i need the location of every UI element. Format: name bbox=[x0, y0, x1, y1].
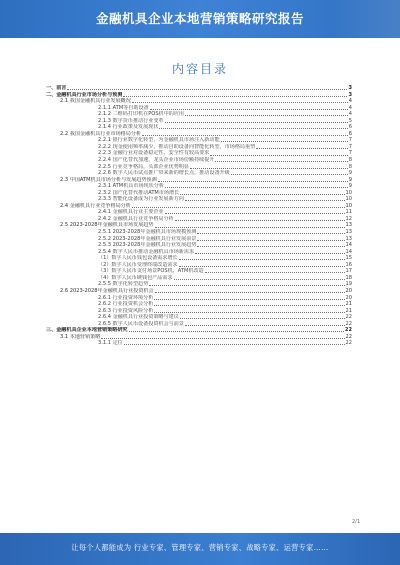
toc-entry-page: 11 bbox=[345, 209, 352, 216]
toc-entry-text: 2.1.4 行业政策及发展现状 bbox=[98, 124, 159, 131]
toc-entry-page: 20 bbox=[345, 294, 352, 301]
toc-entry-text: 2.2.5 行业竞争格局，头部企业优势明显 bbox=[98, 163, 189, 170]
toc-leader-dots bbox=[174, 279, 345, 280]
toc-entry-page: 3 bbox=[348, 91, 352, 98]
toc-entry-page: 10 bbox=[345, 196, 352, 203]
toc-entry-text: （2）数字人民币受理终端改造需求 bbox=[98, 261, 178, 268]
toc-leader-dots bbox=[124, 344, 345, 345]
toc-leader-dots bbox=[256, 148, 348, 149]
toc-entry-text: （3）数字人民币支付场景POS机、ATM机改造 bbox=[98, 268, 204, 275]
toc-entry-text: （4）数字人民币硬钱包产品需求 bbox=[98, 274, 173, 281]
toc-entry-page: 17 bbox=[345, 268, 352, 275]
toc-entry-text: 2.2.6 数字人民币试点推广带来新的增长点，推动设备升级 bbox=[98, 170, 230, 177]
toc-entry-text: 2.5.2 2023-2028年金融机具行业发展前景 bbox=[98, 235, 197, 242]
toc-entry-text: 2.5.4 数字人民币推动金融机具市场新需求 bbox=[98, 248, 195, 255]
toc-entry-page: 13 bbox=[345, 222, 352, 229]
toc-leader-dots bbox=[67, 89, 347, 90]
toc-entry-page: 22 bbox=[345, 340, 352, 347]
toc-entry-page: 10 bbox=[345, 202, 352, 209]
toc-entry-page: 9 bbox=[348, 183, 352, 190]
toc-entry-page: 22 bbox=[345, 314, 352, 321]
toc-leader-dots bbox=[179, 259, 345, 260]
toc-entry-page: 14 bbox=[345, 242, 352, 249]
toc-entry-page: 5 bbox=[348, 117, 352, 124]
toc-entry-text: 2.3.3 智能化设备成为行业发展新方向 bbox=[98, 196, 184, 203]
toc-entry-page: 9 bbox=[348, 176, 352, 183]
toc-entry-text: 2.4 金融机具行业竞争格局分析 bbox=[60, 202, 131, 209]
toc-entry[interactable] bbox=[46, 340, 352, 347]
toc-entry-page: 21 bbox=[345, 307, 352, 314]
toc-heading: 内容目录 bbox=[171, 62, 228, 76]
toc-leader-dots bbox=[185, 115, 348, 116]
toc-entry-page: 14 bbox=[345, 248, 352, 255]
toc-leader-dots bbox=[123, 96, 347, 97]
toc-entry-text: 2.2.3 金融行业对设备稳定性、安全性有较高要求 bbox=[98, 150, 210, 157]
toc-entry-text: 2.3.1 ATM机具市场现状分析 bbox=[98, 183, 164, 190]
toc-leader-dots bbox=[150, 109, 348, 110]
toc-entry-page: 4 bbox=[348, 111, 352, 118]
toc-entry-text: 2.6.1 行业投资环境分析 bbox=[98, 294, 154, 301]
toc-leader-dots bbox=[197, 233, 344, 234]
toc-entry-text: 2.6 2023-2028年金融机具行业投资机会 bbox=[60, 287, 154, 294]
toc-entry-page: 6 bbox=[348, 124, 352, 131]
toc-entry-page: 4 bbox=[348, 98, 352, 105]
toc-entry-text: 3.1 本地营销策略 bbox=[60, 333, 101, 340]
toc-entry-text: 2.6.3 行业投资风险分析 bbox=[98, 307, 154, 314]
toc-entry-page: 12 bbox=[345, 215, 352, 222]
toc-leader-dots bbox=[154, 305, 344, 306]
toc-leader-dots bbox=[129, 331, 344, 332]
toc-entry-text: 2.1.1 ATM等自助设备 bbox=[98, 104, 149, 111]
toc-leader-dots bbox=[231, 174, 348, 175]
report-title: 金融机具企业本地营销策略研究报告 bbox=[95, 11, 304, 26]
table-of-contents bbox=[46, 85, 352, 347]
toc-entry-page: 13 bbox=[345, 229, 352, 236]
header-banner bbox=[0, 0, 400, 38]
toc-entry-page: 22 bbox=[345, 320, 352, 327]
toc-leader-dots bbox=[159, 128, 347, 129]
toc-entry-page: 7 bbox=[348, 150, 352, 157]
toc-entry-text: 2.5 2023-2028年金融机具市场发展趋势 bbox=[60, 222, 154, 229]
toc-leader-dots bbox=[154, 299, 344, 300]
toc-entry-page: 15 bbox=[345, 255, 352, 262]
toc-entry-text: 2.2.4 国产化替代加速，龙头企业市场份额持续提升 bbox=[98, 157, 215, 164]
toc-entry-text: 二、金融机具行业市场分析与预测 bbox=[46, 91, 123, 98]
toc-entry-page: 19 bbox=[345, 281, 352, 288]
toc-entry-text: 2.3 中国ATM机具市场分析与发展趋势预测 bbox=[60, 176, 157, 183]
toc-leader-dots bbox=[165, 213, 345, 214]
toc-entry-text: 2.1 我国金融机具行业发展概况 bbox=[60, 98, 131, 105]
toc-leader-dots bbox=[179, 266, 345, 267]
toc-leader-dots bbox=[205, 272, 345, 273]
toc-leader-dots bbox=[154, 312, 344, 313]
toc-leader-dots bbox=[197, 240, 344, 241]
toc-entry-page: 18 bbox=[345, 274, 352, 281]
toc-entry-page: 7 bbox=[348, 137, 352, 144]
toc-entry-text: 2.4.2 金融机具行业竞争格局分析 bbox=[98, 215, 174, 222]
toc-entry-page: 6 bbox=[348, 130, 352, 137]
toc-entry-text: 2.5.3 2023-2028年金融机具行业发展趋势 bbox=[98, 242, 197, 249]
toc-entry-page: 3 bbox=[348, 85, 352, 91]
toc-entry-page: 8 bbox=[348, 157, 352, 164]
toc-entry-page: 7 bbox=[348, 143, 352, 150]
toc-leader-dots bbox=[158, 181, 348, 182]
toc-leader-dots bbox=[221, 141, 348, 142]
toc-leader-dots bbox=[197, 246, 344, 247]
toc-entry-page: 8 bbox=[348, 163, 352, 170]
toc-entry-page: 10 bbox=[345, 189, 352, 196]
toc-entry-page: 22 bbox=[345, 333, 352, 340]
toc-entry-page: 22 bbox=[344, 327, 352, 334]
toc-leader-dots bbox=[132, 102, 348, 103]
footer-tagline: 让每个人都能成为 行业专家、管理专家、营销专家、战略专家、运营专家…… bbox=[71, 543, 329, 552]
toc-entry-text: 2.3.2 国产化替代推动ATM市场增长 bbox=[98, 189, 180, 196]
toc-leader-dots bbox=[185, 200, 345, 201]
toc-leader-dots bbox=[155, 227, 345, 228]
toc-entry-page: 16 bbox=[345, 261, 352, 268]
toc-leader-dots bbox=[175, 220, 345, 221]
toc-entry-text: 3.1.1 定位 bbox=[98, 340, 123, 347]
toc-entry-text: 三、金融机具企业本地营销策略研究 bbox=[46, 327, 128, 334]
toc-entry-text: 2.1.2 二维码打印机在POS机中的应用 bbox=[98, 111, 185, 118]
toc-entry-text: 2.5.5 数字化转型趋势 bbox=[98, 281, 149, 288]
toc-entry-text: 2.1.3 数字货币推动行业变革 bbox=[98, 117, 164, 124]
toc-entry-text: 一、前言 bbox=[46, 85, 67, 91]
toc-leader-dots bbox=[132, 207, 345, 208]
toc-entry-text: 2.6.2 行业投资机会分析 bbox=[98, 301, 154, 308]
toc-entry-page: 21 bbox=[345, 301, 352, 308]
toc-entry-text: 2.2.1 银行业数字化转型，为金融机具市场注入新动能 bbox=[98, 137, 220, 144]
footer-banner bbox=[0, 533, 400, 565]
toc-leader-dots bbox=[190, 168, 348, 169]
toc-entry-text: 2.4.1 金融机具行业主要企业 bbox=[98, 209, 164, 216]
toc-entry-text: 2.6.4 金融机具行业投资策略与建议 bbox=[98, 314, 179, 321]
toc-entry-text: （1）数字人民币钱包设备需求增长 bbox=[98, 255, 178, 262]
toc-entry-page: 4 bbox=[348, 104, 352, 111]
toc-leader-dots bbox=[195, 253, 344, 254]
toc-leader-dots bbox=[180, 194, 344, 195]
toc-entry-page: 20 bbox=[345, 287, 352, 294]
toc-leader-dots bbox=[142, 135, 348, 136]
toc-entry-page: 9 bbox=[348, 170, 352, 177]
toc-leader-dots bbox=[101, 338, 344, 339]
toc-leader-dots bbox=[165, 187, 348, 188]
toc-leader-dots bbox=[215, 161, 347, 162]
toc-entry-text: 2.2 我国金融机具行业市场格局分析 bbox=[60, 130, 142, 137]
toc-leader-dots bbox=[180, 318, 345, 319]
toc-entry-text: 2.6.5 数字人民币设备投资机会与前景 bbox=[98, 320, 184, 327]
toc-entry-text: 2.2.2 现金使用频率减少，推动自助设备向智能化转型，市场格局重塑 bbox=[98, 143, 256, 150]
toc-leader-dots bbox=[185, 325, 345, 326]
page-number: 2/1 bbox=[351, 519, 360, 525]
toc-entry-text: 2.5.1 2023-2028年金融机具市场规模预测 bbox=[98, 229, 197, 236]
toc-leader-dots bbox=[210, 155, 347, 156]
toc-entry-page: 13 bbox=[345, 235, 352, 242]
toc-leader-dots bbox=[165, 122, 348, 123]
toc-leader-dots bbox=[155, 292, 345, 293]
toc-leader-dots bbox=[149, 285, 344, 286]
